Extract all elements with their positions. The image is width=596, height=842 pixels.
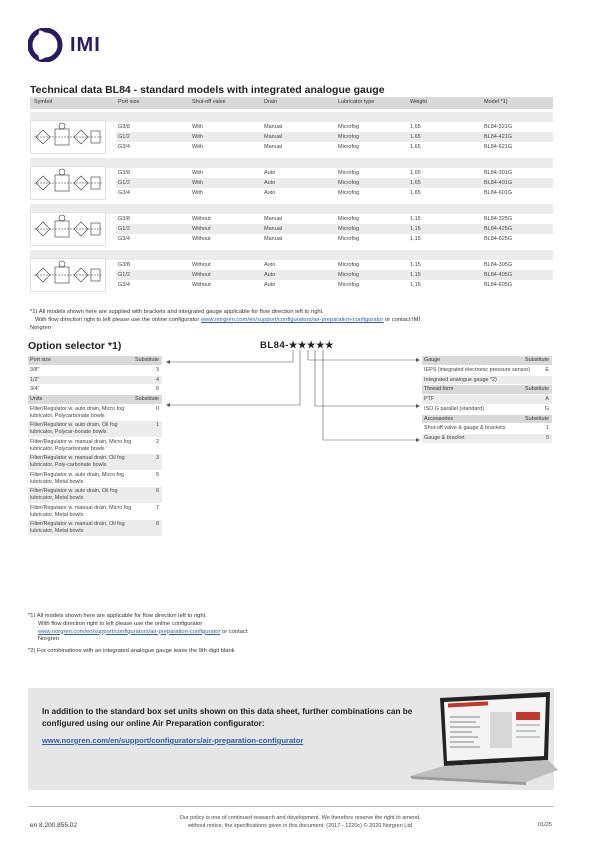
option-label: Integrated analogue gauge *2): [424, 376, 497, 383]
table-cell: G3/8: [118, 124, 130, 130]
table-cell: Microfog: [338, 180, 360, 186]
option-value: 3: [156, 366, 159, 373]
option-group-header: [422, 385, 552, 395]
option-label: Thread form: [424, 386, 454, 393]
symbol-diagram-icon: [30, 258, 106, 292]
table-cell: 1,15: [410, 216, 421, 222]
option-label: Filter/Regulator w. manual drain, Oil fog lubricator, Poly-carbonate bowls: [30, 455, 125, 468]
table-row: [116, 224, 553, 234]
option-label: Filter/Regulator w. auto drain, Oil fog lubricator, Metal bowls: [30, 488, 118, 501]
table-cell: Manual: [264, 134, 283, 140]
option-value: 4: [156, 376, 159, 383]
table-row: [116, 270, 553, 280]
footnote-option-2: *2) For combinations with an integrated analogue gauge leave the 9th digit blank: [28, 648, 235, 654]
footnote-option-1-line3: [28, 629, 328, 637]
option-row: [28, 487, 162, 504]
table-cell: BL84-405G: [484, 272, 513, 278]
table-cell: G3/4: [118, 282, 130, 288]
table-cell: BL84-321G: [484, 124, 513, 130]
footnote-1-text: With flow direction right to left please use the online configurator: [35, 316, 200, 323]
table-cell: G3/8: [118, 262, 130, 268]
banner-heading: In addition to the standard box set units shown on this data sheet, further combinations can be configured using our online Air Preparation configurator:: [42, 707, 413, 728]
table-cell: 1,15: [410, 236, 421, 242]
table-cell: Manual: [264, 144, 283, 150]
model-code: BL84-★★★★★: [260, 340, 334, 351]
option-label: Filter/Regulator w. auto drain, Micro fog lubricator, Polycarbonate bowls: [30, 405, 125, 419]
option-label: Accessories: [424, 415, 454, 422]
table-cell: G1/2: [118, 226, 130, 232]
option-label: Filter/Regulator w. manual drain, Micro fog lubricator, Polycarbonate bowls: [30, 438, 132, 452]
table-cell: Auto: [264, 190, 276, 196]
option-label: Filter/Regulator w. auto drain, Oil fog lubricator, Polycar-bonate bowls: [30, 422, 118, 435]
option-label: Gauge & bracket: [424, 435, 465, 441]
option-row: [28, 520, 162, 537]
table-cell: Auto: [264, 170, 276, 176]
option-value: 8: [156, 521, 159, 528]
option-value: G: [544, 405, 549, 412]
table-cell: Microfog: [338, 190, 360, 196]
table-row: [116, 280, 553, 290]
table-cell: BL84-421G: [484, 134, 513, 140]
table-cell: Auto: [264, 272, 276, 278]
banner-configurator-link[interactable]: www.norgren.com/en/support/configurators/air-preparation-configurator: [42, 736, 304, 745]
footnote-1-line1: *1) All models shown here are supplied with brackets and integrated gauge applicable for flow direction left to right.: [30, 309, 324, 315]
option-label: Units: [30, 396, 43, 402]
option-value: 1: [546, 425, 549, 432]
table-cell: Microfog: [338, 134, 360, 140]
option-row: [28, 471, 162, 488]
option-value: 7: [156, 504, 159, 511]
table-cell: Microfog: [338, 144, 360, 150]
table-cell: BL84-305G: [484, 262, 513, 268]
table-cell: Without: [192, 216, 211, 222]
col-model: Model *1): [484, 99, 508, 105]
imi-logo-icon: [28, 28, 68, 62]
option-label: IEPS (integrated electronic pressure sensor): [424, 366, 531, 373]
table-cell: 1,65: [410, 134, 421, 140]
option-label: Shut-off valve & gauge & brackets: [424, 425, 506, 432]
col-lubricator: Lubricator type: [338, 99, 375, 105]
table-cell: 1,15: [410, 262, 421, 268]
option-label: Port size: [30, 357, 51, 363]
symbol-diagram-icon: [30, 212, 106, 246]
footnote-option-1-line1: *1) All models shown here are applicable for flow direction left to right.: [28, 613, 207, 619]
left-option-table: [28, 356, 162, 537]
option-row: [28, 454, 162, 471]
table-cell: G1/2: [118, 134, 130, 140]
option-row: [28, 366, 162, 376]
table-cell: Microfog: [338, 170, 360, 176]
option-label: 3/8": [30, 366, 40, 373]
table-cell: Manual: [264, 216, 283, 222]
table-cell: 1,65: [410, 190, 421, 196]
table-row: [116, 132, 553, 142]
table-cell: BL84-601G: [484, 190, 513, 196]
group-separator: [30, 204, 553, 214]
table-cell: 1,65: [410, 124, 421, 130]
option-label: Filter/Regulator w. manual drain, Micro fog lubricator, Metal bowls: [30, 504, 132, 518]
option-value: 5: [546, 435, 549, 441]
configurator-link-2[interactable]: www.norgren.com/en/support/configurators/air-preparation-configurator: [38, 628, 221, 635]
group-separator: [30, 158, 553, 168]
table-cell: 1,15: [410, 272, 421, 278]
option-value: Substitute: [135, 357, 159, 363]
footnote-1-line2: [30, 317, 560, 325]
option-value: A: [545, 396, 549, 402]
table-cell: 1,15: [410, 282, 421, 288]
table-cell: Auto: [264, 180, 276, 186]
table-cell: BL84-425G: [484, 226, 513, 232]
table-cell: Microfog: [338, 124, 360, 130]
option-value: 5: [156, 471, 159, 478]
option-value: 0: [156, 405, 159, 412]
option-label: Filter/Regulator w. manual drain, Oil fog lubricator, Metal bowls: [30, 521, 125, 534]
table-cell: BL84-605G: [484, 282, 513, 288]
table-row: [116, 260, 553, 270]
table-cell: G1/2: [118, 180, 130, 186]
table-cell: G3/8: [118, 170, 130, 176]
option-selector-title: Option selector *1): [28, 340, 122, 352]
table-cell: G3/8: [118, 216, 130, 222]
table-cell: Microfog: [338, 262, 360, 268]
table-cell: 1,15: [410, 226, 421, 232]
policy-line2: without notice, the specifications given in this document. (2017 - 1220c) © 2020 Norgren Ltd: [188, 822, 412, 829]
document-number: en 8.200.855.02: [30, 822, 77, 829]
option-label: 3/4": [30, 386, 40, 393]
footnote-1-contact: or contact IMI: [384, 316, 421, 323]
table-cell: G3/4: [118, 236, 130, 242]
col-shutoff: Shut-off valve: [192, 99, 226, 105]
table-cell: With: [192, 124, 203, 130]
table-cell: 1,65: [410, 170, 421, 176]
table-cell: Manual: [264, 226, 283, 232]
symbol-diagram-icon: [30, 166, 106, 200]
option-row: [28, 376, 162, 386]
group-separator: [30, 112, 553, 122]
table-cell: Without: [192, 282, 211, 288]
option-value: Substitute: [525, 386, 549, 393]
brand-name: IMI: [70, 34, 101, 56]
table-cell: BL84-325G: [484, 216, 513, 222]
table-cell: Without: [192, 262, 211, 268]
option-group-header: [28, 395, 162, 405]
table-cell: 1,65: [410, 144, 421, 150]
table-cell: BL84-625G: [484, 236, 513, 242]
option-group-header: [28, 356, 162, 366]
policy-text: [140, 815, 460, 831]
imi-logo: [28, 28, 138, 62]
table-cell: Auto: [264, 282, 276, 288]
table-cell: With: [192, 190, 203, 196]
table-cell: Microfog: [338, 236, 360, 242]
table-cell: With: [192, 144, 203, 150]
table-cell: Microfog: [338, 216, 360, 222]
option-row: [422, 376, 552, 386]
symbol-diagram-icon: [30, 120, 106, 154]
table-cell: With: [192, 170, 203, 176]
footer-divider: [28, 806, 554, 807]
table-cell: Microfog: [338, 272, 360, 278]
option-label: PTF: [424, 396, 435, 402]
table-row: [116, 142, 553, 152]
col-weight: Weight: [410, 99, 428, 105]
laptop-illustration: [400, 690, 560, 790]
option-value: 1: [156, 422, 159, 429]
option-group-header: [422, 356, 552, 366]
option-value: 2: [156, 438, 159, 445]
table-cell: G3/4: [118, 144, 130, 150]
table-cell: BL84-401G: [484, 180, 513, 186]
table-row: [116, 234, 553, 244]
table-cell: Microfog: [338, 226, 360, 232]
option-label: ISO G parallel (standard): [424, 405, 484, 412]
table-row: [116, 178, 553, 188]
policy-line1: Our policy is one of continued research and development. We therefore reserve the right to amend,: [179, 815, 421, 821]
right-option-table: [422, 356, 552, 444]
option-row: [422, 424, 552, 434]
page-title: Technical data BL84 - standard models with integrated analogue gauge: [30, 84, 385, 96]
table-cell: With: [192, 180, 203, 186]
option-row: [28, 504, 162, 521]
option-value: 6: [156, 488, 159, 495]
table-row: [116, 214, 553, 224]
footnote-option-1: [28, 613, 328, 644]
table-row: [116, 188, 553, 198]
option-label: 1/2": [30, 376, 40, 383]
option-value: Substitute: [525, 415, 549, 422]
option-value: 6: [156, 386, 159, 393]
table-cell: Without: [192, 226, 211, 232]
table-cell: G3/4: [118, 190, 130, 196]
table-header: [30, 97, 553, 109]
col-drain: Drain: [264, 99, 278, 105]
option-row: [28, 405, 162, 422]
footnote-1: [30, 309, 560, 332]
col-port-size: Port size: [118, 99, 140, 105]
table-cell: 1,65: [410, 180, 421, 186]
table-cell: G1/2: [118, 272, 130, 278]
table-row: [116, 122, 553, 132]
option-row: [422, 366, 552, 376]
table-cell: Microfog: [338, 282, 360, 288]
option-row: [422, 395, 552, 405]
group-separator: [30, 250, 553, 260]
option-label: Gauge: [424, 357, 441, 363]
table-cell: With: [192, 134, 203, 140]
option-value: E: [545, 366, 549, 373]
option-group-header: [422, 415, 552, 425]
option-row: [28, 421, 162, 438]
footnote-option-1-line4: Norgren: [38, 636, 59, 643]
option-row: [28, 438, 162, 455]
table-cell: Manual: [264, 124, 283, 130]
footnote-option-contact: or contact: [222, 628, 248, 635]
option-row: [28, 385, 162, 395]
option-row: [422, 405, 552, 415]
option-row: [422, 434, 552, 444]
table-cell: BL84-301G: [484, 170, 513, 176]
page-number: 01/25: [538, 822, 552, 828]
table-cell: Auto: [264, 262, 276, 268]
option-value: 3: [156, 455, 159, 462]
configurator-link-1[interactable]: www.norgren.com/en/support/configurators/air-preparation-configurator: [200, 316, 384, 323]
option-value: Substitute: [135, 396, 159, 402]
footnote-1-line4: Norgren: [30, 324, 51, 331]
table-row: [116, 168, 553, 178]
option-value: Substitute: [525, 357, 549, 363]
table-cell: BL84-621G: [484, 144, 513, 150]
col-symbol: Symbol: [34, 99, 53, 105]
table-cell: Manual: [264, 236, 283, 242]
table-cell: Without: [192, 272, 211, 278]
footnote-option-1-line2: With flow direction right to left please use the online configurator: [38, 620, 203, 627]
table-cell: Without: [192, 236, 211, 242]
option-label: Filter/Regulator w. auto drain, Micro fog lubricator, Metal bowls: [30, 471, 125, 485]
